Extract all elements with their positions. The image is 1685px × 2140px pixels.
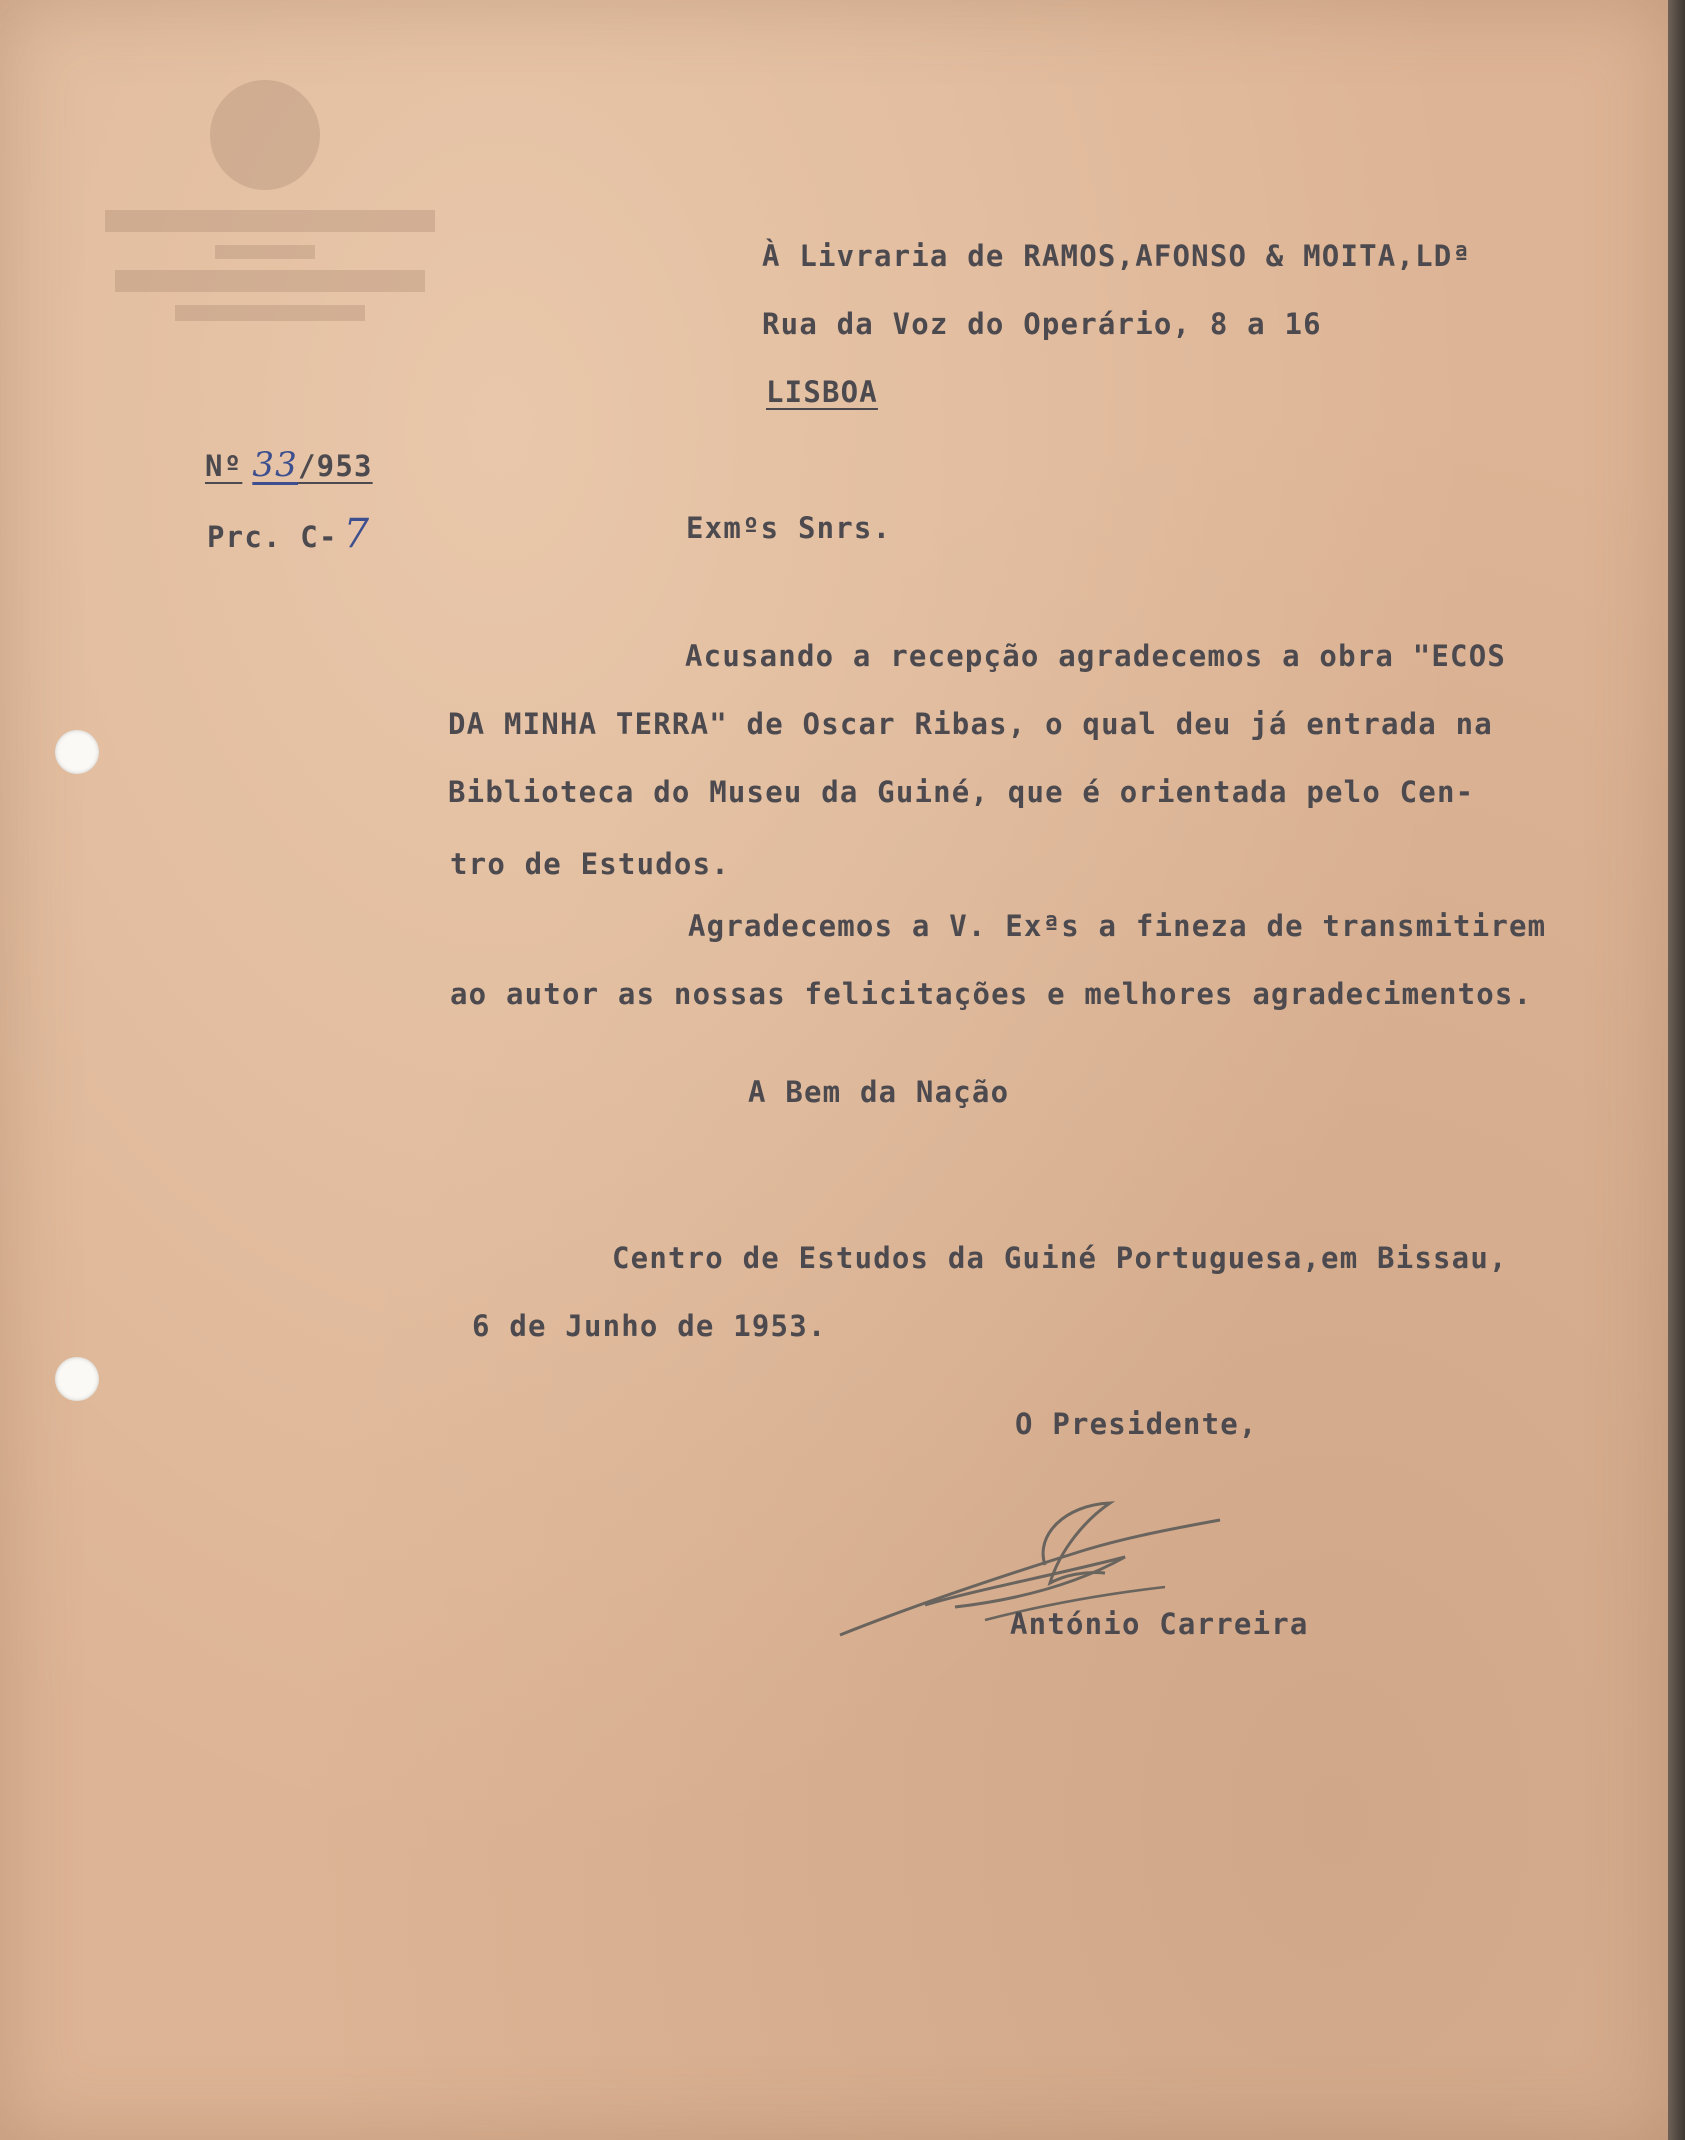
reference-number-year: /953: [298, 449, 373, 483]
signatory-title: O Presidente,: [1015, 1407, 1258, 1441]
place-line: Centro de Estudos da Guiné Portuguesa,em Bissau,: [612, 1241, 1508, 1275]
letterhead-stamp-icon: [95, 70, 455, 350]
recipient-line-1: À Livraria de RAMOS,AFONSO & MOITA,LDª: [762, 239, 1472, 273]
reference-number-handwritten: 33: [252, 445, 298, 485]
paragraph-2-line-1: Agradecemos a V. Exªs a fineza de transmitirem: [688, 909, 1547, 943]
date-line: 6 de Junho de 1953.: [472, 1309, 827, 1343]
closing-formula: A Bem da Nação: [748, 1075, 1010, 1109]
process-handwritten: 7: [343, 511, 371, 557]
paragraph-1-line-4: tro de Estudos.: [450, 847, 730, 881]
recipient-city: LISBOA: [766, 375, 878, 409]
recipient-line-2: Rua da Voz do Operário, 8 a 16: [762, 307, 1322, 341]
signatory-name: António Carreira: [1010, 1607, 1309, 1641]
paragraph-1-line-3: Biblioteca do Museu da Guiné, que é orientada pelo Cen-: [448, 775, 1475, 809]
process-prefix: Prc. C-: [207, 520, 338, 554]
punch-hole-top: [55, 730, 99, 774]
punch-hole-bottom: [55, 1357, 99, 1401]
process-reference: [207, 511, 371, 557]
reference-number-prefix: Nº: [205, 449, 243, 483]
paragraph-1-line-1: Acusando a recepção agradecemos a obra "ECOS: [685, 639, 1507, 673]
reference-number: [205, 445, 373, 485]
scan-edge: [1668, 0, 1685, 2140]
salutation: Exmºs Snrs.: [686, 511, 892, 545]
paragraph-1-line-2: DA MINHA TERRA" de Oscar Ribas, o qual deu já entrada na: [448, 707, 1493, 741]
paragraph-2-line-2: ao autor as nossas felicitações e melhores agradecimentos.: [450, 977, 1533, 1011]
